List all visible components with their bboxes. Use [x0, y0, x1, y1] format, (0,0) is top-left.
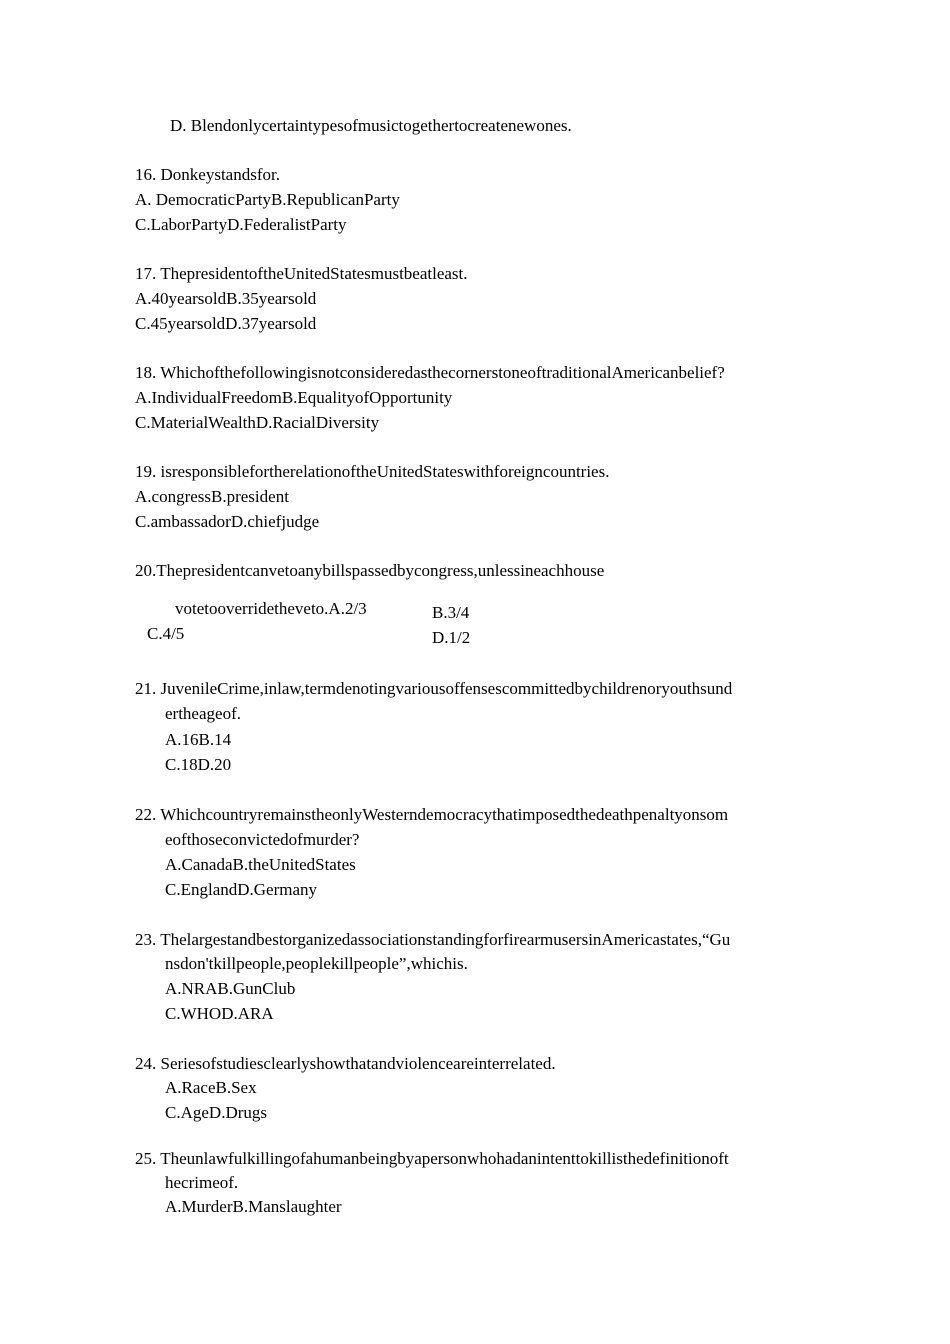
q16-question: 16. Donkeystandsfor. [135, 165, 280, 184]
q21-options-cd: C.18D.20 [165, 755, 232, 774]
q20-question: 20.Thepresidentcanvetoanybillspassedbycongress,unlessineachhouse [135, 561, 605, 580]
q23-question-cont: nsdon'tkillpeople,peoplekillpeople”,whichis. [165, 954, 468, 973]
q15-option-d: D. Blendonlycertaintypesofmusictogethertocreatenewones. [170, 116, 572, 135]
q17-options-ab: A.40yearsoldB.35yearsold [135, 289, 317, 308]
q22-question: 22. WhichcountryremainstheonlyWesterndemocracythatimposedthedeathpenaltyonsom [135, 805, 729, 824]
q19-question: 19. isresponsiblefortherelationoftheUnitedStateswithforeigncountries. [135, 462, 610, 481]
q20-option-d: D.1/2 [432, 628, 471, 647]
q16-options-cd: C.LaborPartyD.FederalistParty [135, 215, 347, 234]
q25-question: 25. Theunlawfulkillingofahumanbeingbyapersonwhohadanintenttokillisthedefinitionoft [135, 1149, 729, 1168]
q23-options-cd: C.WHOD.ARA [165, 1004, 274, 1023]
q20-question-cont-option-a: votetooverridetheveto.A.2/3 [175, 599, 367, 618]
q19-options-cd: C.ambassadorD.chiefjudge [135, 512, 320, 531]
q18-options-ab: A.IndividualFreedomB.EqualityofOpportunity [135, 388, 453, 407]
q21-question: 21. JuvenileCrime,inlaw,termdenotingvariousoffensescommittedbychildrenoryouthsund [135, 679, 733, 698]
q20-option-b: B.3/4 [432, 603, 470, 622]
q24-options-cd: C.AgeD.Drugs [165, 1103, 267, 1122]
q21-question-cont: ertheageof. [165, 704, 241, 723]
q20-option-c: C.4/5 [147, 624, 185, 643]
q24-question: 24. Seriesofstudiesclearlyshowthatandviolenceareinterrelated. [135, 1054, 556, 1073]
q22-options-ab: A.CanadaB.theUnitedStates [165, 855, 356, 874]
q24-options-ab: A.RaceB.Sex [165, 1078, 257, 1097]
q22-question-cont: eofthoseconvictedofmurder? [165, 830, 360, 849]
q17-options-cd: C.45yearsoldD.37yearsold [135, 314, 317, 333]
q25-question-cont: hecrimeof. [165, 1173, 239, 1192]
q21-options-ab: A.16B.14 [165, 730, 232, 749]
q17-question: 17. ThepresidentoftheUnitedStatesmustbeatleast. [135, 264, 468, 283]
q23-question: 23. ThelargestandbestorganizedassociationstandingforfirearmusersinAmericastates,“Gu [135, 930, 731, 949]
q18-options-cd: C.MaterialWealthD.RacialDiversity [135, 413, 380, 432]
q19-options-ab: A.congressB.president [135, 487, 289, 506]
q22-options-cd: C.EnglandD.Germany [165, 880, 318, 899]
q16-options-ab: A. DemocraticPartyB.RepublicanParty [135, 190, 400, 209]
q25-options-ab: A.MurderB.Manslaughter [165, 1197, 342, 1216]
q23-options-ab: A.NRAB.GunClub [165, 979, 296, 998]
q18-question: 18. WhichofthefollowingisnotconsideredasthecornerstoneoftraditionalAmericanbelief? [135, 363, 725, 382]
